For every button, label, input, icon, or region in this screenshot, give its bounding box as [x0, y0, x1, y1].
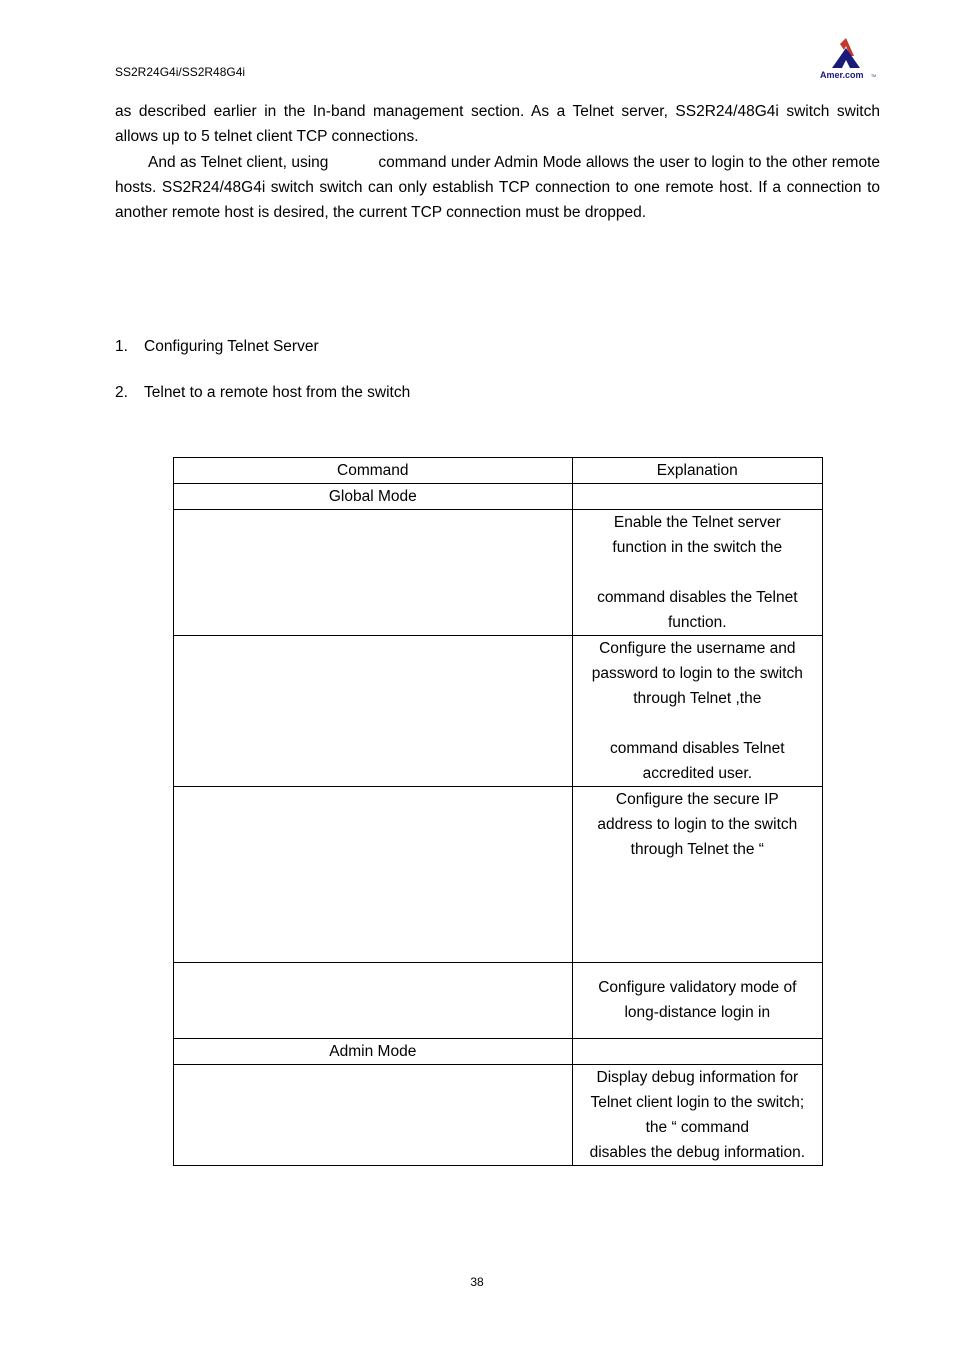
page-number: 38	[470, 1275, 484, 1289]
table-row: Configure the username and password to login to the switch through Telnet ,the command disables Telnet accredited user.	[174, 636, 823, 787]
header-command: Command	[174, 458, 573, 484]
table-row: Enable the Telnet server function in the switch the command disables the Telnet function.	[174, 510, 823, 636]
list-text: Configuring Telnet Server	[144, 338, 319, 355]
logo-trademark: TM	[871, 74, 877, 78]
table-row: Display debug information for Telnet client login to the switch; the “ command disables the debug information.	[174, 1065, 823, 1166]
header-model: SS2R24G4i/SS2R48G4i	[115, 65, 246, 79]
list-number: 2.	[115, 384, 128, 401]
telnet-client-text-a: And as Telnet client, using	[148, 154, 329, 171]
table-header-row	[174, 458, 823, 484]
global-mode-label: Global Mode	[174, 484, 573, 510]
telnet-client-text-b: command under Admin Mode allows the user to login to the other remote hosts. SS2R24/48G4i switch switch can only establish TCP connection to one remote host. If a connection to another remote host is desired, the current TCP connection must be dropped.	[115, 154, 880, 221]
admin-mode-label: Admin Mode	[174, 1039, 573, 1065]
table-row: Configure validatory mode of long-distance login in	[174, 963, 823, 1039]
table-row-global-mode	[174, 484, 823, 510]
table-row: Configure the secure IP address to login to the switch through Telnet the “	[174, 787, 823, 963]
list-item	[115, 384, 410, 402]
list-text: Telnet to a remote host from the switch	[144, 384, 411, 401]
table-row-admin-mode	[174, 1039, 823, 1065]
telnet-client-paragraph	[115, 150, 880, 225]
logo-text: Amer.com	[820, 70, 864, 80]
command-table	[173, 457, 823, 1166]
header-explanation: Explanation	[572, 458, 822, 484]
amer-logo	[818, 36, 878, 82]
list-item	[115, 338, 319, 356]
intro-paragraph: as described earlier in the In-band management section. As a Telnet server, SS2R24/48G4i switch switch allows up to 5 telnet client TCP connections.	[115, 103, 880, 145]
list-number: 1.	[115, 338, 128, 355]
